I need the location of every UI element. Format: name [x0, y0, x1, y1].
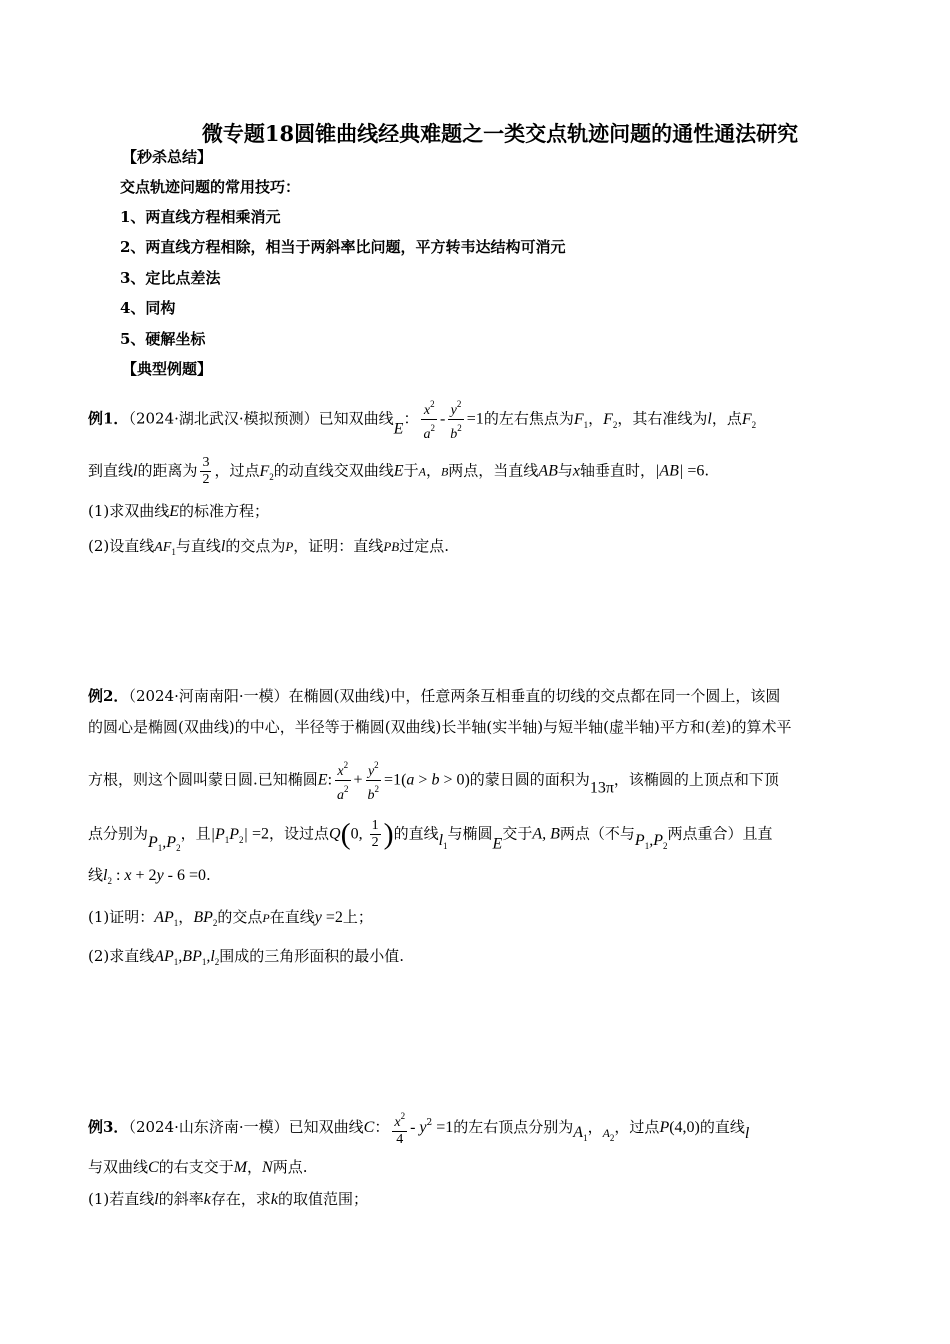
ex3-line-2: 与双曲线C的右支交于M，N两点. [88, 1158, 308, 1176]
summary-header: 【秒杀总结】 [122, 148, 213, 166]
summary-item-4: 4、同构 [120, 299, 176, 317]
ex2-line-2: 的圆心是椭圆(双曲线)的中心，半径等于椭圆(双曲线)长半轴(实半轴)与短半轴(虚半轴)平方和(差)的算术平 [88, 718, 792, 736]
ex2-line-3: 方根，则这个圆叫蒙日圆.已知椭圆E: $\frac{x^2}{a^2}$ + $\frac{y^2}{b^2}$ =1(a > b > 0)的蒙日圆的面积为13π，该椭圆的上顶点和下顶 [88, 757, 779, 804]
ex2-question-1: (1)证明：$AP_1$，$BP_2$的交点P在直线y =2上； [88, 908, 373, 928]
ex2-label: 例2． [88, 687, 129, 705]
ex3-question-1: (1)若直线l的斜率k存在，求k的取值范围； [88, 1190, 368, 1208]
ex2-question-2: (2)求直线$AP_1,BP_1,l_2$围成的三角形面积的最小值. [88, 947, 405, 967]
ex1-line-2: 到直线l的距离为 $\frac{3}{2}$ ，过点$F_2$的动直线交双曲线E于A，B两点，当直线AB与x轴垂直时，|AB| =6. [88, 455, 710, 487]
ex3-line-1: 例3．（2024·山东济南·一模）已知双曲线C： $\frac{x^2}{4}$ - $y^2 =1$的左右顶点分别为$A_1$，$_{A_2}$，过点P(4,0)的直线l [88, 1108, 749, 1149]
summary-item-3: 3、定比点差法 [120, 269, 221, 287]
summary-item-2: 2、两直线方程相除，相当于两斜率比问题，平方转韦达结构可消元 [120, 238, 566, 256]
ex1-question-1: (1)求双曲线E的标准方程； [88, 502, 270, 520]
ex2-line-4: 点分别为$P_1,P_2$，且$|P_1P_2| =2$，设过点Q(0, $\frac{1}{2}$ )的直线$l_1$与椭圆E交于A, B两点（不与$P_1,P_2$两点重合）且直 [88, 817, 773, 853]
ex1-question-2: (2)设直线$AF_1$与直线l的交点为P，证明：直线PB过定点. [88, 537, 449, 557]
page-title: 微专题18圆锥曲线经典难题之一类交点轨迹问题的通性通法研究 [201, 121, 799, 146]
ex2-line-1: 例2．（2024·河南南阳·一模）在椭圆(双曲线)中，任意两条互相垂直的切线的交点都在同一个圆上，该圆 [88, 687, 781, 705]
ex2-line-5: 线$l_2$ : x + 2y - 6 =0. [88, 866, 211, 886]
ex3-label: 例3． [88, 1118, 129, 1136]
ex1-line-1: 例1．（2024·湖北武汉·模拟预测）已知双曲线E： $\frac{x^2}{a^2}$ - $\frac{y^2}{b^2}$ =1的左右焦点为$F_1$，$F_2$，其右准线为l，点$F_2$ [88, 396, 756, 443]
summary-item-1: 1、两直线方程相乘消元 [120, 208, 281, 226]
ex1-label: 例1． [88, 409, 129, 428]
summary-intro: 交点轨迹问题的常用技巧： [120, 178, 301, 196]
examples-header: 【典型例题】 [122, 360, 213, 378]
summary-item-5: 5、硬解坐标 [120, 330, 206, 348]
